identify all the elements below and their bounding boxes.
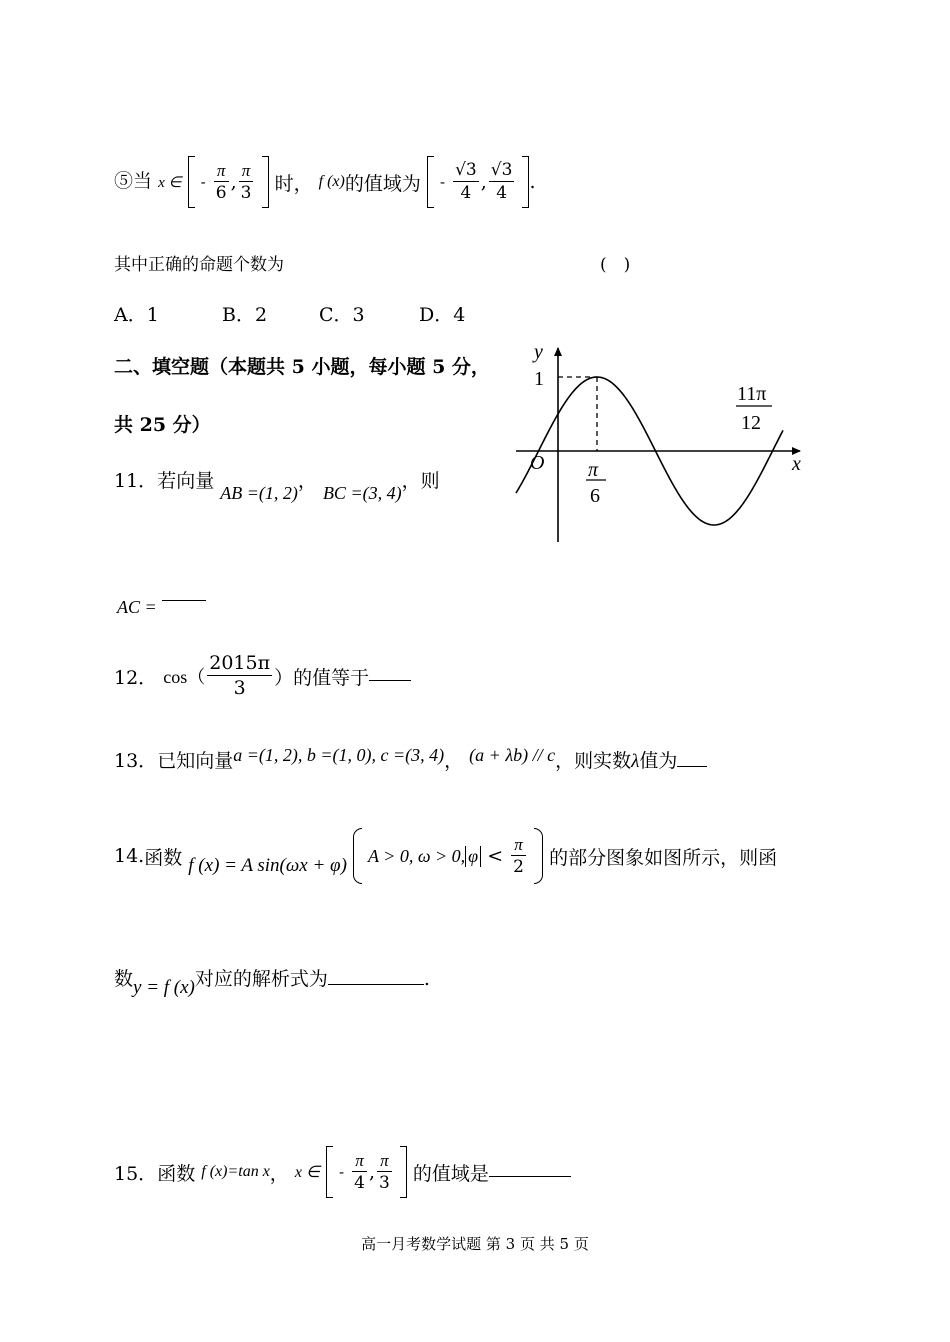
item5-when: 当 [133, 170, 153, 192]
q14-text-graph: 的部分图象如图所示，则函 [549, 846, 778, 869]
q12-line: 12． cos（ $\frac{2015\pi}{3}$ ）的值等于 [114, 654, 411, 698]
section2-heading-line1: 二、填空题（本题共 5 小题，每小题 5 分， [114, 356, 490, 378]
q14-condition: A > 0, ω > 0, [368, 845, 466, 866]
q13-number: 13． [114, 750, 158, 772]
origin-label: O [530, 452, 545, 474]
tick-pi-denominator: 6 [590, 485, 600, 507]
item5-shi: 时， [274, 172, 313, 195]
option-b: B．2 [222, 304, 268, 326]
q15-x-in: x ∈ [294, 1164, 320, 1181]
q11-text: 若向量 [157, 470, 215, 492]
q14-y-fx: y = f (x) [133, 977, 195, 998]
section2-heading-line2: 共 25 分） [114, 414, 211, 436]
x-axis-label: x [792, 453, 801, 475]
q15-text: 函数 [157, 1162, 196, 1185]
q15-number: 15． [114, 1162, 158, 1185]
item5-marker: ⑤ [114, 170, 134, 192]
q13-line: 13．已知向量a =(1, 2), b =(1, 0), c =(3, 4)， (a + λb) // c，则实数λ值为 [114, 746, 707, 773]
tick-11pi-numerator: 11π [737, 383, 767, 405]
minus-sign: - [200, 173, 206, 191]
q14-text: 函数 [144, 846, 183, 869]
q12-fraction: $\frac{2015\pi}{3}$ [209, 652, 271, 699]
frac-sqrt3-4: $\frac{√3}{4}$ [490, 160, 513, 203]
frac-pi-3: $\frac{\pi}{3}$ [240, 161, 252, 203]
y-tick-one: 1 [534, 368, 544, 390]
item5-x-in: x ∈ [158, 174, 182, 191]
item5-line: ⑤当 x ∈ - $\frac{\pi}{6}$ , $\frac{\pi}{3}$ 时， f (x)的值域为 - $\frac{√3}{4}$ , $\frac{√3}{4}$ . [114, 156, 536, 208]
q15-answer-blank[interactable] [489, 1156, 571, 1177]
q11-text-then: ，则 [401, 470, 440, 492]
q12-text: 的值等于 [293, 666, 370, 689]
q15-text-range: 的值域是 [412, 1162, 489, 1185]
q12-cos: cos（ [163, 667, 206, 687]
q11-vector-bc: BC =(3, 4) [322, 483, 402, 503]
interval-right-bracket [262, 156, 269, 208]
q14-function: f (x) = A sin(ωx + φ) [188, 855, 347, 876]
tick-11pi-denominator: 12 [741, 412, 761, 434]
q14-right-paren [534, 828, 543, 884]
q11-vector-ac: AC = [117, 597, 157, 617]
answer-paren: ( ) [600, 255, 631, 275]
q13-text-real: ，则实数 [555, 750, 632, 772]
q12-number: 12． [114, 666, 158, 689]
q14-answer-blank[interactable] [328, 964, 424, 985]
item5-range-text: 的值域为 [344, 172, 421, 195]
q13-text-value: 值为 [639, 750, 678, 772]
option-a: A．1 [114, 304, 159, 326]
q15-frac-pi-3: $\frac{\pi}{3}$ [379, 1151, 390, 1193]
q11-number: 11． [114, 470, 158, 492]
q14-number: 14. [114, 845, 145, 867]
q13-lambda: λ [631, 751, 640, 772]
q15-line: 15．函数 f (x)=tan x， x ∈ - $\frac{\pi}{4}$ , $\frac{\pi}{3}$ 的值域是 [114, 1146, 571, 1198]
q15-left-bracket [326, 1146, 333, 1198]
page-footer: 高一月考数学试题 第 3 页 共 5 页 [361, 1235, 589, 1253]
q13-text: 已知向量 [157, 750, 234, 772]
range-left-bracket [427, 156, 434, 208]
q11-line: 11．若向量 AB =(1, 2)， BC =(3, 4)，则 [114, 470, 440, 503]
q14-line2: 数y = f (x)对应的解析式为 . [114, 964, 430, 991]
frac-pi-6: $\frac{\pi}{6}$ [215, 161, 227, 203]
item5-fx: f (x) [318, 173, 345, 190]
q13-condition: (a + λb) // c [469, 745, 556, 765]
q12-answer-blank[interactable] [369, 660, 411, 681]
q11-answer-line [117, 592, 206, 618]
frac-sqrt3-4-neg: $\frac{√3}{4}$ [455, 160, 477, 203]
q15-frac-pi-4: $\frac{\pi}{4}$ [354, 1151, 365, 1193]
q14-line1: 14.函数 f (x) = A sin(ωx + φ) A > 0, ω > 0, φ < $\frac{\pi}{2}$ 的部分图象如图所示，则函 [114, 828, 777, 884]
y-axis-label: y [534, 341, 543, 363]
q14-frac-pi-2: $\frac{\pi}{2}$ [513, 835, 524, 877]
q11-answer-blank[interactable] [162, 580, 206, 601]
range-right-bracket [522, 156, 529, 208]
q15-right-bracket [400, 1146, 407, 1198]
q14-text-expression: 对应的解析式为 [194, 968, 328, 990]
q13-answer-blank[interactable] [677, 746, 707, 767]
q14-abs-phi: φ [465, 846, 481, 867]
q11-vector-ab: AB =(1, 2) [220, 483, 298, 503]
question-stem: 其中正确的命题个数为 [114, 255, 284, 275]
q14-left-paren [353, 828, 362, 884]
interval-left-bracket [188, 156, 195, 208]
option-d: D．4 [419, 304, 466, 326]
q13-vectors: a =(1, 2), b =(1, 0), c =(3, 4) [233, 745, 445, 765]
q15-function: f (x)=tan x [201, 1163, 270, 1180]
sine-graph [500, 330, 830, 550]
tick-pi-numerator: π [588, 459, 599, 481]
option-c: C．3 [319, 304, 365, 326]
